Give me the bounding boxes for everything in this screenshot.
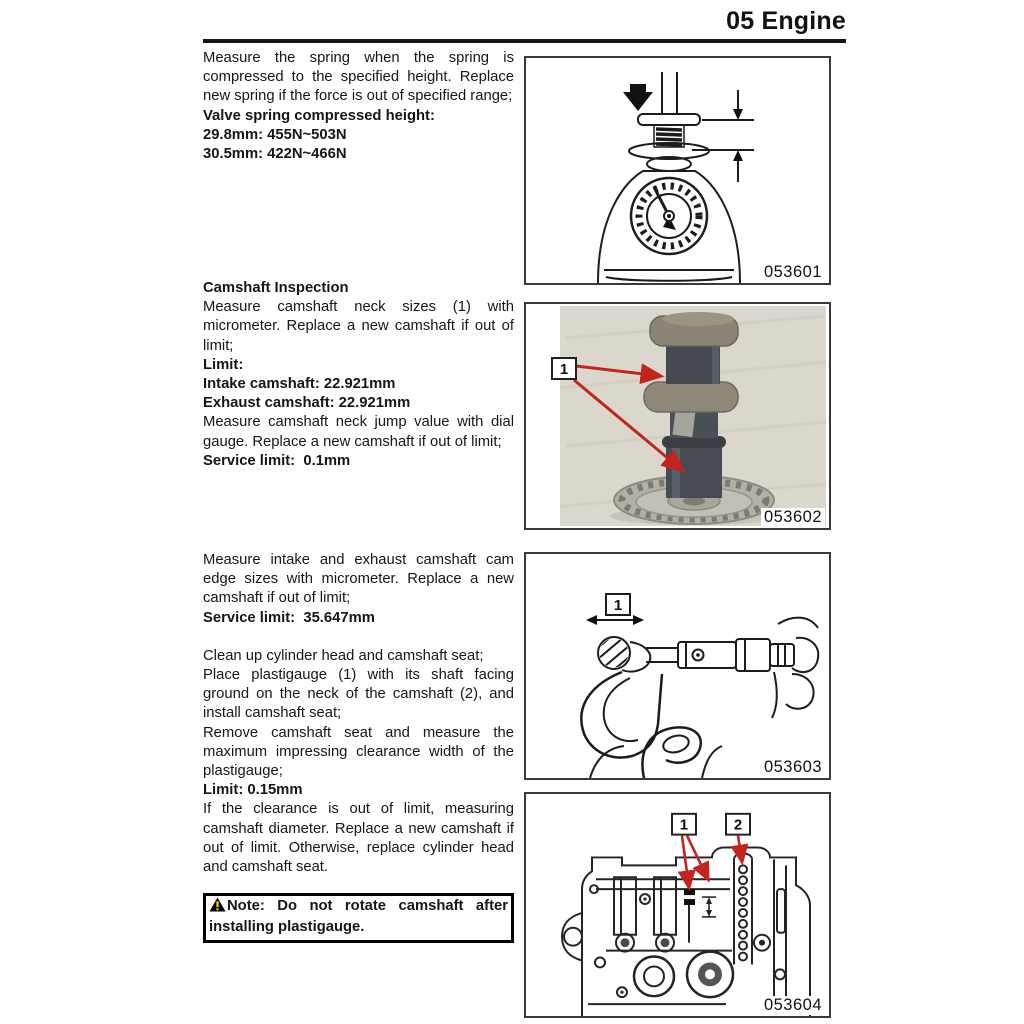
figure-valve-spring-tester (524, 56, 831, 285)
figure-number: 053601 (761, 263, 825, 282)
page-title: 05 Engine (726, 7, 846, 35)
dimension-arrow-icon (586, 615, 597, 625)
press-down-arrow-icon (623, 84, 653, 111)
dimension-arrow-icon (733, 150, 743, 161)
micrometer-drawing (526, 554, 829, 778)
spring-tester-drawing (526, 58, 829, 283)
paragraph: Clean up cylinder head and camshaft seat; (203, 647, 484, 664)
spec-line: Service limit: 0.1mm (203, 452, 351, 469)
paragraph: Measure camshaft neck sizes (1) with micrometer. Replace a new camshaft if out of limit; (203, 299, 514, 354)
callout-label-1: 1 (559, 361, 569, 378)
figure-cylinder-head (524, 792, 831, 1018)
figure-number: 053603 (761, 758, 825, 777)
figure-number: 053604 (761, 996, 825, 1015)
figure-number: 053602 (761, 508, 825, 527)
paragraph: If the clearance is out of limit, measuring camshaft diameter. Replace a new camshaft if out of limit. Otherwise, replace cylinder head and camshaft seat. (203, 801, 514, 876)
cylinder-head-drawing (526, 794, 829, 1016)
paragraph: Measure camshaft neck jump value with dial gauge. Replace a new camshaft if out of limit; (203, 414, 514, 450)
spec-line: Limit: (203, 356, 244, 373)
header-rule (203, 39, 846, 43)
figure-micrometer (524, 552, 831, 780)
note-text: Note: Do not rotate camshaft after installing plastigauge. (209, 898, 508, 936)
callout-label-1: 1 (613, 597, 623, 614)
paragraph: Remove camshaft seat and measure the maximum impressing clearance width of the plastigauge; (203, 724, 514, 780)
dimension-arrow-icon (733, 109, 743, 120)
spec-line: Service limit: 35.647mm (203, 609, 375, 626)
spec-line: Limit: 0.15mm (203, 782, 303, 799)
text-block-camshaft-inspection (203, 279, 514, 471)
spec-line: 30.5mm: 422N~466N (203, 146, 347, 163)
callout-label-2: 2 (733, 816, 743, 834)
warning-triangle-icon (209, 897, 226, 918)
spec-line: Intake camshaft: 22.921mm (203, 376, 396, 393)
callout-arrows (672, 814, 750, 887)
spec-line: Exhaust camshaft: 22.921mm (203, 395, 411, 412)
dimension-arrow-icon (633, 615, 644, 625)
spec-line: 29.8mm: 455N~503N (203, 126, 347, 143)
paragraph: Place plastigauge (1) with its shaft facing ground on the neck of the camshaft (2), and install camshaft seat; (203, 667, 514, 722)
spec-line: Valve spring compressed height: (203, 107, 435, 124)
section-heading: Camshaft Inspection (203, 280, 349, 296)
note-box (203, 893, 514, 943)
text-block-cam-edge (203, 551, 514, 877)
text-block-valve-spring (203, 49, 514, 164)
paragraph: Measure the spring when the spring is compressed to the specified height. Replace new spring if the force is out of specified range; (203, 50, 514, 105)
figure-camshaft-photo (524, 302, 831, 530)
callout-label-1: 1 (679, 816, 689, 834)
camshaft-photo (526, 304, 829, 528)
paragraph: Measure intake and exhaust camshaft cam edge sizes with micrometer. Replace a new camshaft if out of limit; (203, 552, 514, 607)
